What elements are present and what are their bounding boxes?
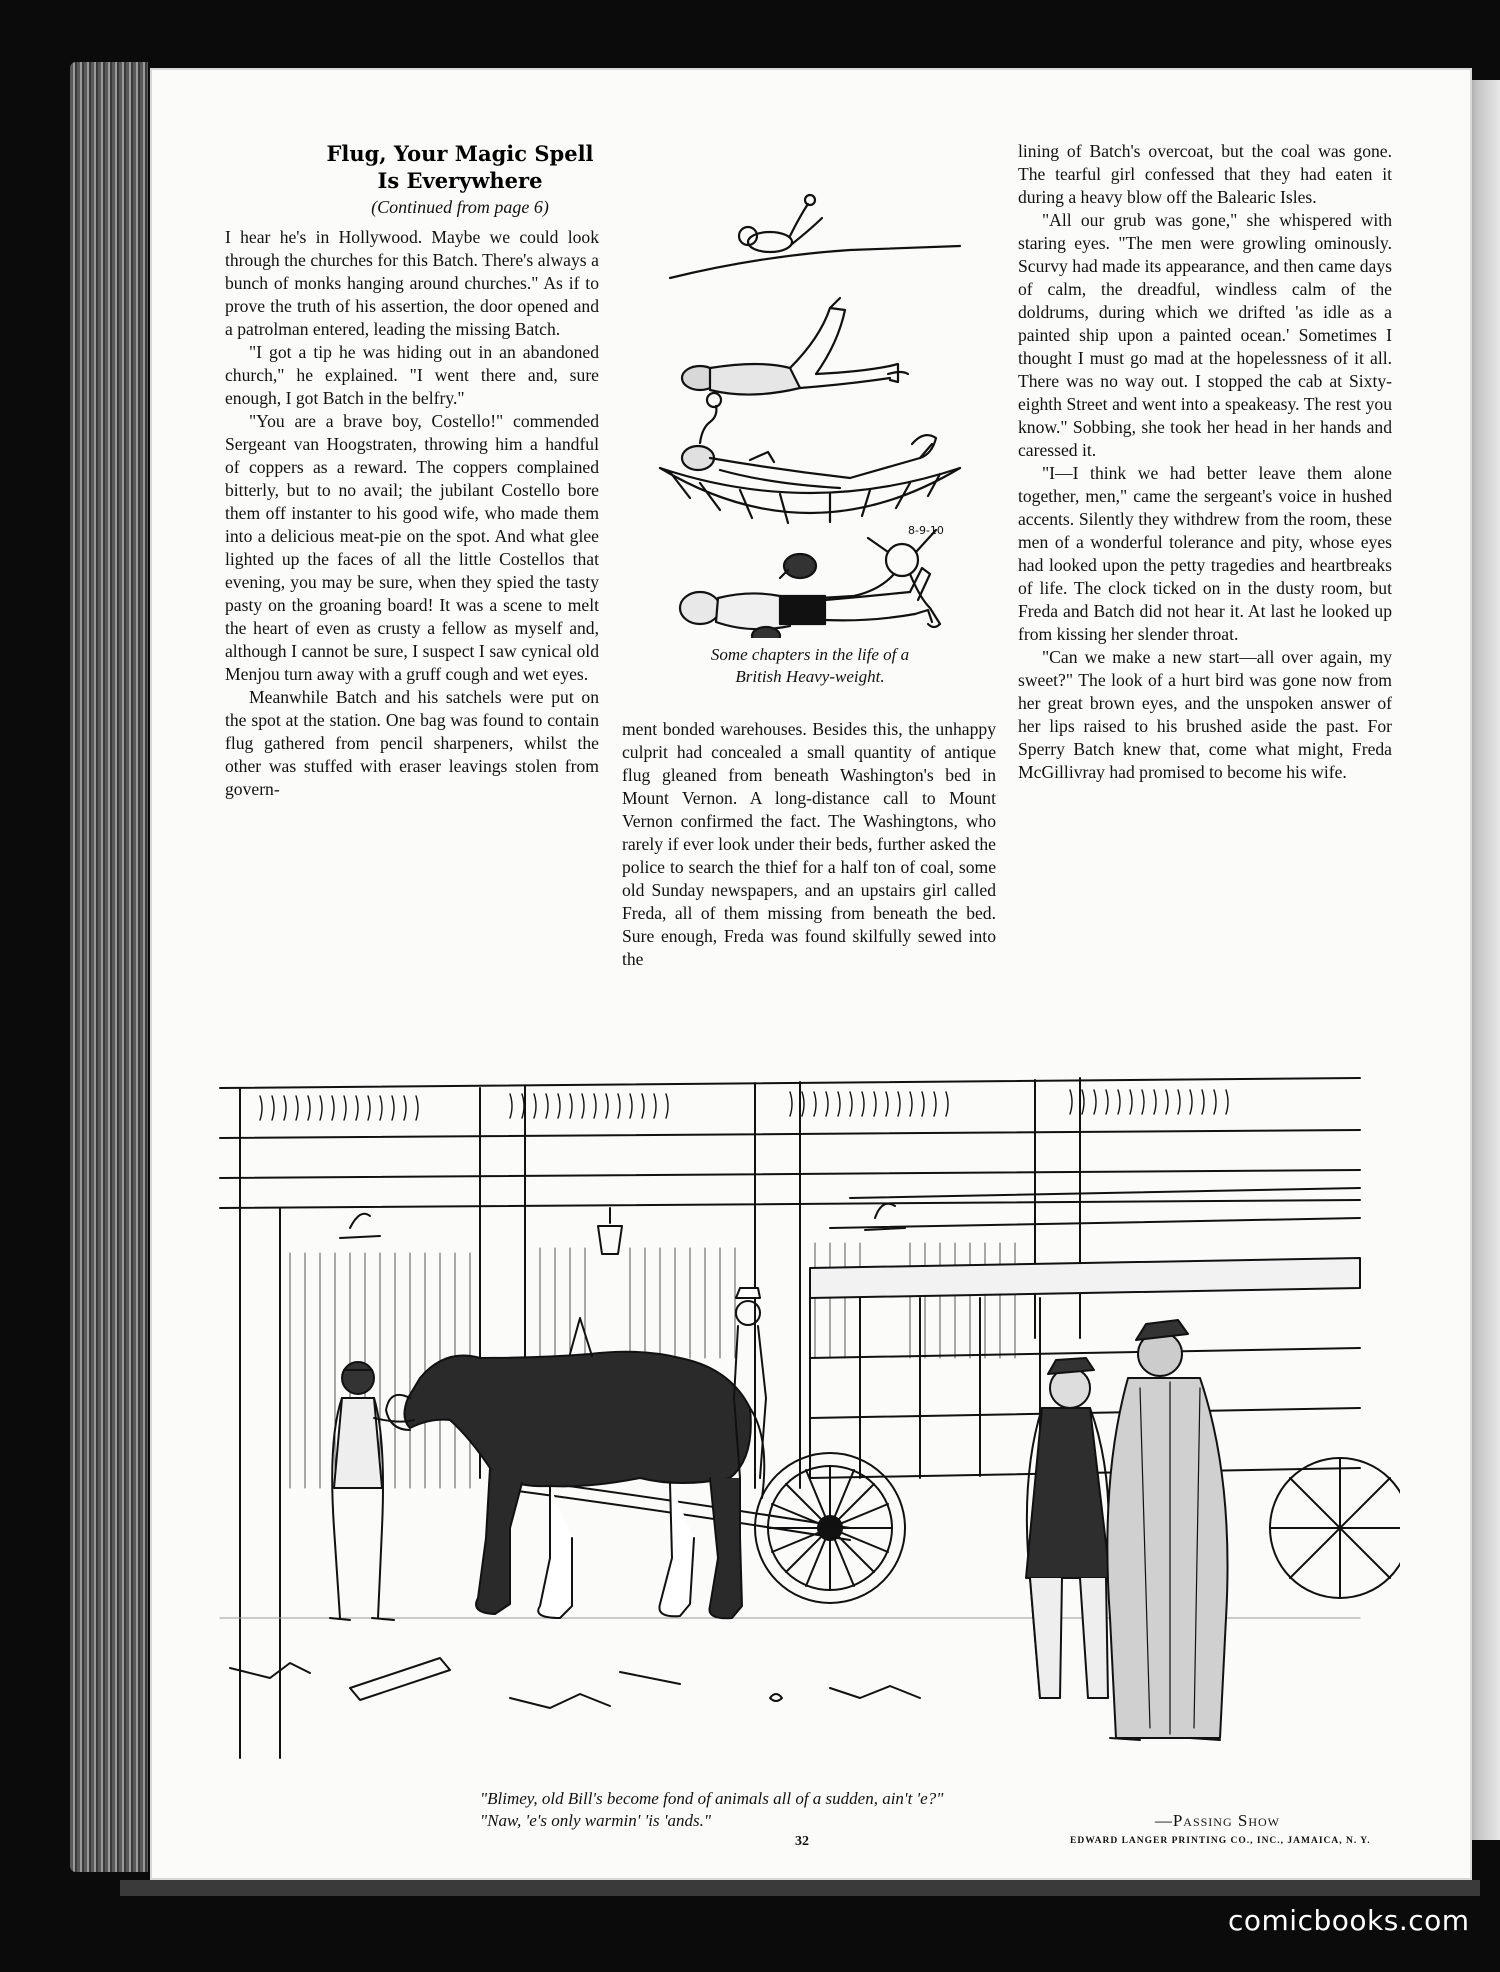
headline-line-2: Is Everywhere bbox=[377, 168, 543, 193]
text-column-3 bbox=[1018, 140, 1392, 784]
continued-note: (Continued from page 6) bbox=[371, 197, 549, 217]
paragraph: Meanwhile Batch and his satchels were put on the spot at the station. One bag was found to contain flug gathered from pencil sharpeners, whilst the other was stuffed with eraser leavings stolen from govern- bbox=[225, 687, 599, 799]
book-bottom-edge bbox=[120, 1880, 1480, 1896]
continued-label: Continued from page bbox=[377, 197, 530, 217]
horse-cart-cartoon bbox=[210, 1058, 1400, 1778]
referee-count-label: 8-9-10 bbox=[908, 524, 944, 537]
site-watermark: comicbooks.com bbox=[1228, 1904, 1470, 1937]
article-headline bbox=[280, 140, 640, 194]
printer-credit: EDWARD LANGER PRINTING CO., INC., JAMAICA, N. Y. bbox=[1070, 1836, 1371, 1846]
text-column-1 bbox=[225, 226, 599, 801]
paragraph: "I—I think we had better leave them alone together, men," came the sergeant's voice in hushed accents. Silently they withdrew from the room, these men of a wonderful tolerance and pity, whose eyes had looked upon the petty tragedies and heartbreaks of life. The clock ticked on in the dusty room, but Freda and Batch did not hear it. At last he looked up from kissing her slender throat. bbox=[1018, 463, 1392, 644]
caption-line-1: Some chapters in the life of a bbox=[710, 645, 910, 664]
caption-line-2-row bbox=[480, 1810, 1280, 1832]
horse-cart-caption bbox=[480, 1788, 1280, 1832]
paragraph: "Can we make a new start—all over again, my sweet?" The look of a hurt bird was gone now from her great brown eyes, and the unspoken answer of her lips raised to his brushed aside the past. For Sperry Batch knew that, come what might, Freda McGillivray had promised to become his wife. bbox=[1018, 647, 1392, 782]
text-column-2 bbox=[622, 718, 996, 971]
heavyweight-cartoon-caption bbox=[620, 644, 1000, 688]
magazine-page bbox=[150, 68, 1472, 1880]
paragraph: ment bonded warehouses. Besides this, the unhappy culprit had concealed a small quantity of antique flug gleaned from beneath Washington's bed in Mount Vernon. A long-distance call to Mount Vernon confirmed the fact. The Washingtons, who rarely if ever look under their beds, further asked the police to search the thief for a half ton of coal, some old Sunday newspapers, and an upstairs girl called Freda, all of them missing from beneath the bed. Sure enough, Freda was found skilfully sewed into the bbox=[622, 719, 996, 969]
paragraph: "All our grub was gone," she whispered with staring eyes. "The men were growling ominously. Scurvy had made its appearance, and then came days of calm, the dreadful, windless calm of the doldrums, during which we drifted 'as idle as a painted ship upon a painted ocean.' Sometimes I thought I must go mad at the hopelessness of it all. There was no way out. I stopped the cab at Sixty-eighth Street and went into a speakeasy. The rest you know." Sobbing, she took her head in her hands and caressed it. bbox=[1018, 210, 1392, 460]
paragraph: "I got a tip he was hiding out in an abandoned church," he explained. "I went there and, sure enough, I got Batch in the belfry." bbox=[225, 342, 599, 408]
page-number: 32 bbox=[795, 1834, 809, 1849]
caption-line-1: "Blimey, old Bill's become fond of animals all of a sudden, ain't 'e?" bbox=[480, 1789, 944, 1808]
caption-line-2: "Naw, 'e's only warmin' 'is 'ands." bbox=[480, 1811, 711, 1830]
caption-source: —Passing Show bbox=[1154, 1811, 1280, 1830]
book-page-edges bbox=[70, 62, 148, 1872]
paragraph: I hear he's in Hollywood. Maybe we could look through the churches for this Batch. There's always a bunch of monks hanging around churches." As if to prove the truth of his assertion, the door opened and a patrolman entered, leading the missing Batch. bbox=[225, 227, 599, 339]
headline-line-1: Flug, Your Magic Spell bbox=[326, 141, 594, 166]
heavyweight-cartoon bbox=[640, 138, 990, 638]
continued-page: 6 bbox=[533, 197, 543, 217]
paragraph: lining of Batch's overcoat, but the coal was gone. The tearful girl confessed that they had eaten it during a heavy blow off the Balearic Isles. bbox=[1018, 141, 1392, 207]
caption-line-2: British Heavy-weight. bbox=[735, 667, 885, 686]
paragraph: "You are a brave boy, Costello!" commended Sergeant van Hoogstraten, throwing him a handful of coppers as a reward. The coppers complained bitterly, but to no avail; the jubilant Costello bore them off instanter to his good wife, who made them into a delicious meat-pie on the spot. And what glee lighted up the faces of all the little Costellos that evening, you may be sure, when they spied the tasty pasty on the groaning board! It was a scene to melt the heart of even as crusty a fellow as myself and, although I cannot be sure, I suspect I saw cynical old Menjou turn away with a gruff cough and wet eyes. bbox=[225, 411, 599, 684]
